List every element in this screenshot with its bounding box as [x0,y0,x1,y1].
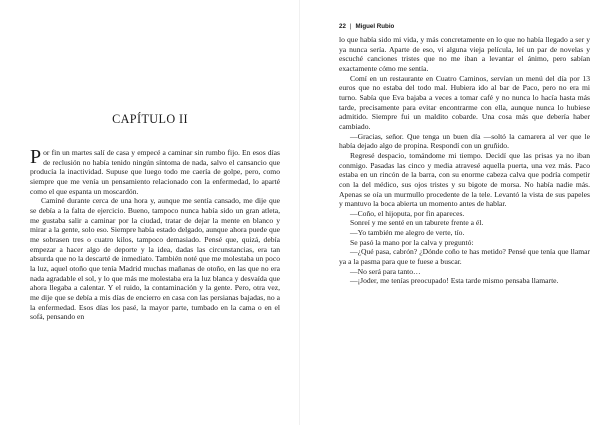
left-page-body [30,148,280,322]
paragraph-text: or fin un martes salí de casa y empecé a caminar sin rumbo fijo. En esos días de reclusión no había tenido ningún síntoma de nada, salvo el cansancio que producía la inactividad. Supuse que luego todo me caería de golpe, pero, como siempre que me venía un pensamiento relacionado con la enfermedad, lo aparté como el que espanta un moscardón. [30,148,280,196]
dialogue-line: —¡Joder, me tenías preocupado! Esta tarde mismo pensaba llamarte. [350,276,559,286]
paragraph: —Gracias, señor. Que tenga un buen día —soltó la camarera al ver que le había dejado algo de propina. Respondí con un gruñido. [339,131,590,151]
running-head-author: Miguel Rubio [355,23,395,30]
paragraph: Regresé despacio, tomándome mi tiempo. Decidí que las prisas ya no iban conmigo. Pasadas las cinco y media atravesé aquella puerta, una vez más. Paco estaba en un rincón de la barra, con su enorme cabeza calva que podría competir con la del médico, sus ojos tristes y su bigote de morsa. No había nadie más. Apenas se oía un murmullo procedente de la tele. Levantó la vista de sus papeles y mantuvo la boca abierta un momento antes de hablar. [339,150,590,209]
right-page-body [339,35,590,286]
chapter-title: CAPÍTULO II [112,112,188,126]
dialogue-line: —¿Qué pasa, cabrón? ¿Dónde coño te has metido? Pensé que tenía que llamar ya a la pasma para que te fuese a buscar. [339,247,590,267]
paragraph: Caminé durante cerca de una hora y, aunque me sentía cansado, me dije que se debía a la falta de ejercicio. Bueno, tampoco nunca había sido un gran atleta, me gustaba salir a caminar por la ciudad, tratar de dejar la mente en blanco y mirar a la gente, solo eso. Siempre había estado delgado, aunque ahora puede que me sobrasen tres o cuatro kilos, tampoco demasiado. Pensé que, quizá, debía empezar a hacer algo de deporte y la idea, dadas las circunstancias, era tan absurda que no la descarté de inmediato. También noté que me molestaba un poco la luz, aquel otoño que tenía Madrid muchas mañanas de otoño, en las que no era nada agradable el sol, y lo que más me molestaba era la luz blanca y desvaída que ahora llegaba a calentar. Y el ruido, la contaminación y la gente. Pero, otra vez, me dije que se debía a mis días de encierro en casa con las persianas bajadas, no a la enfermedad. Esos días los pasé, la mayor parte, tumbado en la cama o en el sofá, pensando en [30,196,280,322]
running-head-separator: | [349,23,352,30]
paragraph: Sonreí y me senté en un taburete frente a él. [350,218,484,228]
dialogue-line: —No será para tanto… [350,266,421,276]
drop-cap: P [30,146,42,168]
paragraph: lo que había sido mi vida, y más concretamente en lo que no había llegado a ser y ya nunca sería. Aparte de eso, vi alguna vieja película, leí un par de novelas y escuché canciones tristes que no me iban a levantar el ánimo, pero sabían exactamente cómo me sentía. [339,35,590,73]
running-head [339,23,394,30]
paragraph: Se pasó la mano por la calva y preguntó: [350,237,474,247]
dialogue-line: —Yo también me alegro de verte, tío. [350,228,465,238]
page-number: 22 [339,23,346,30]
paragraph [30,148,280,196]
dialogue-line: —Coño, el hijoputa, por fin apareces. [350,208,465,218]
paragraph: Comí en un restaurante en Cuatro Caminos, servían un menú del día por 13 euros que no estaba del todo mal. Hubiera ido al bar de Paco, pero no era mi turno. Sabía que Eva bajaba a veces a tomar café y no nunca lo hacía hasta más tarde, precisamente para evitar encontrarme con ella, aunque nunca lo hubiese admitido. Siempre fui un maldito cobarde. Una cosa más que debería haber cambiado. [339,73,590,131]
